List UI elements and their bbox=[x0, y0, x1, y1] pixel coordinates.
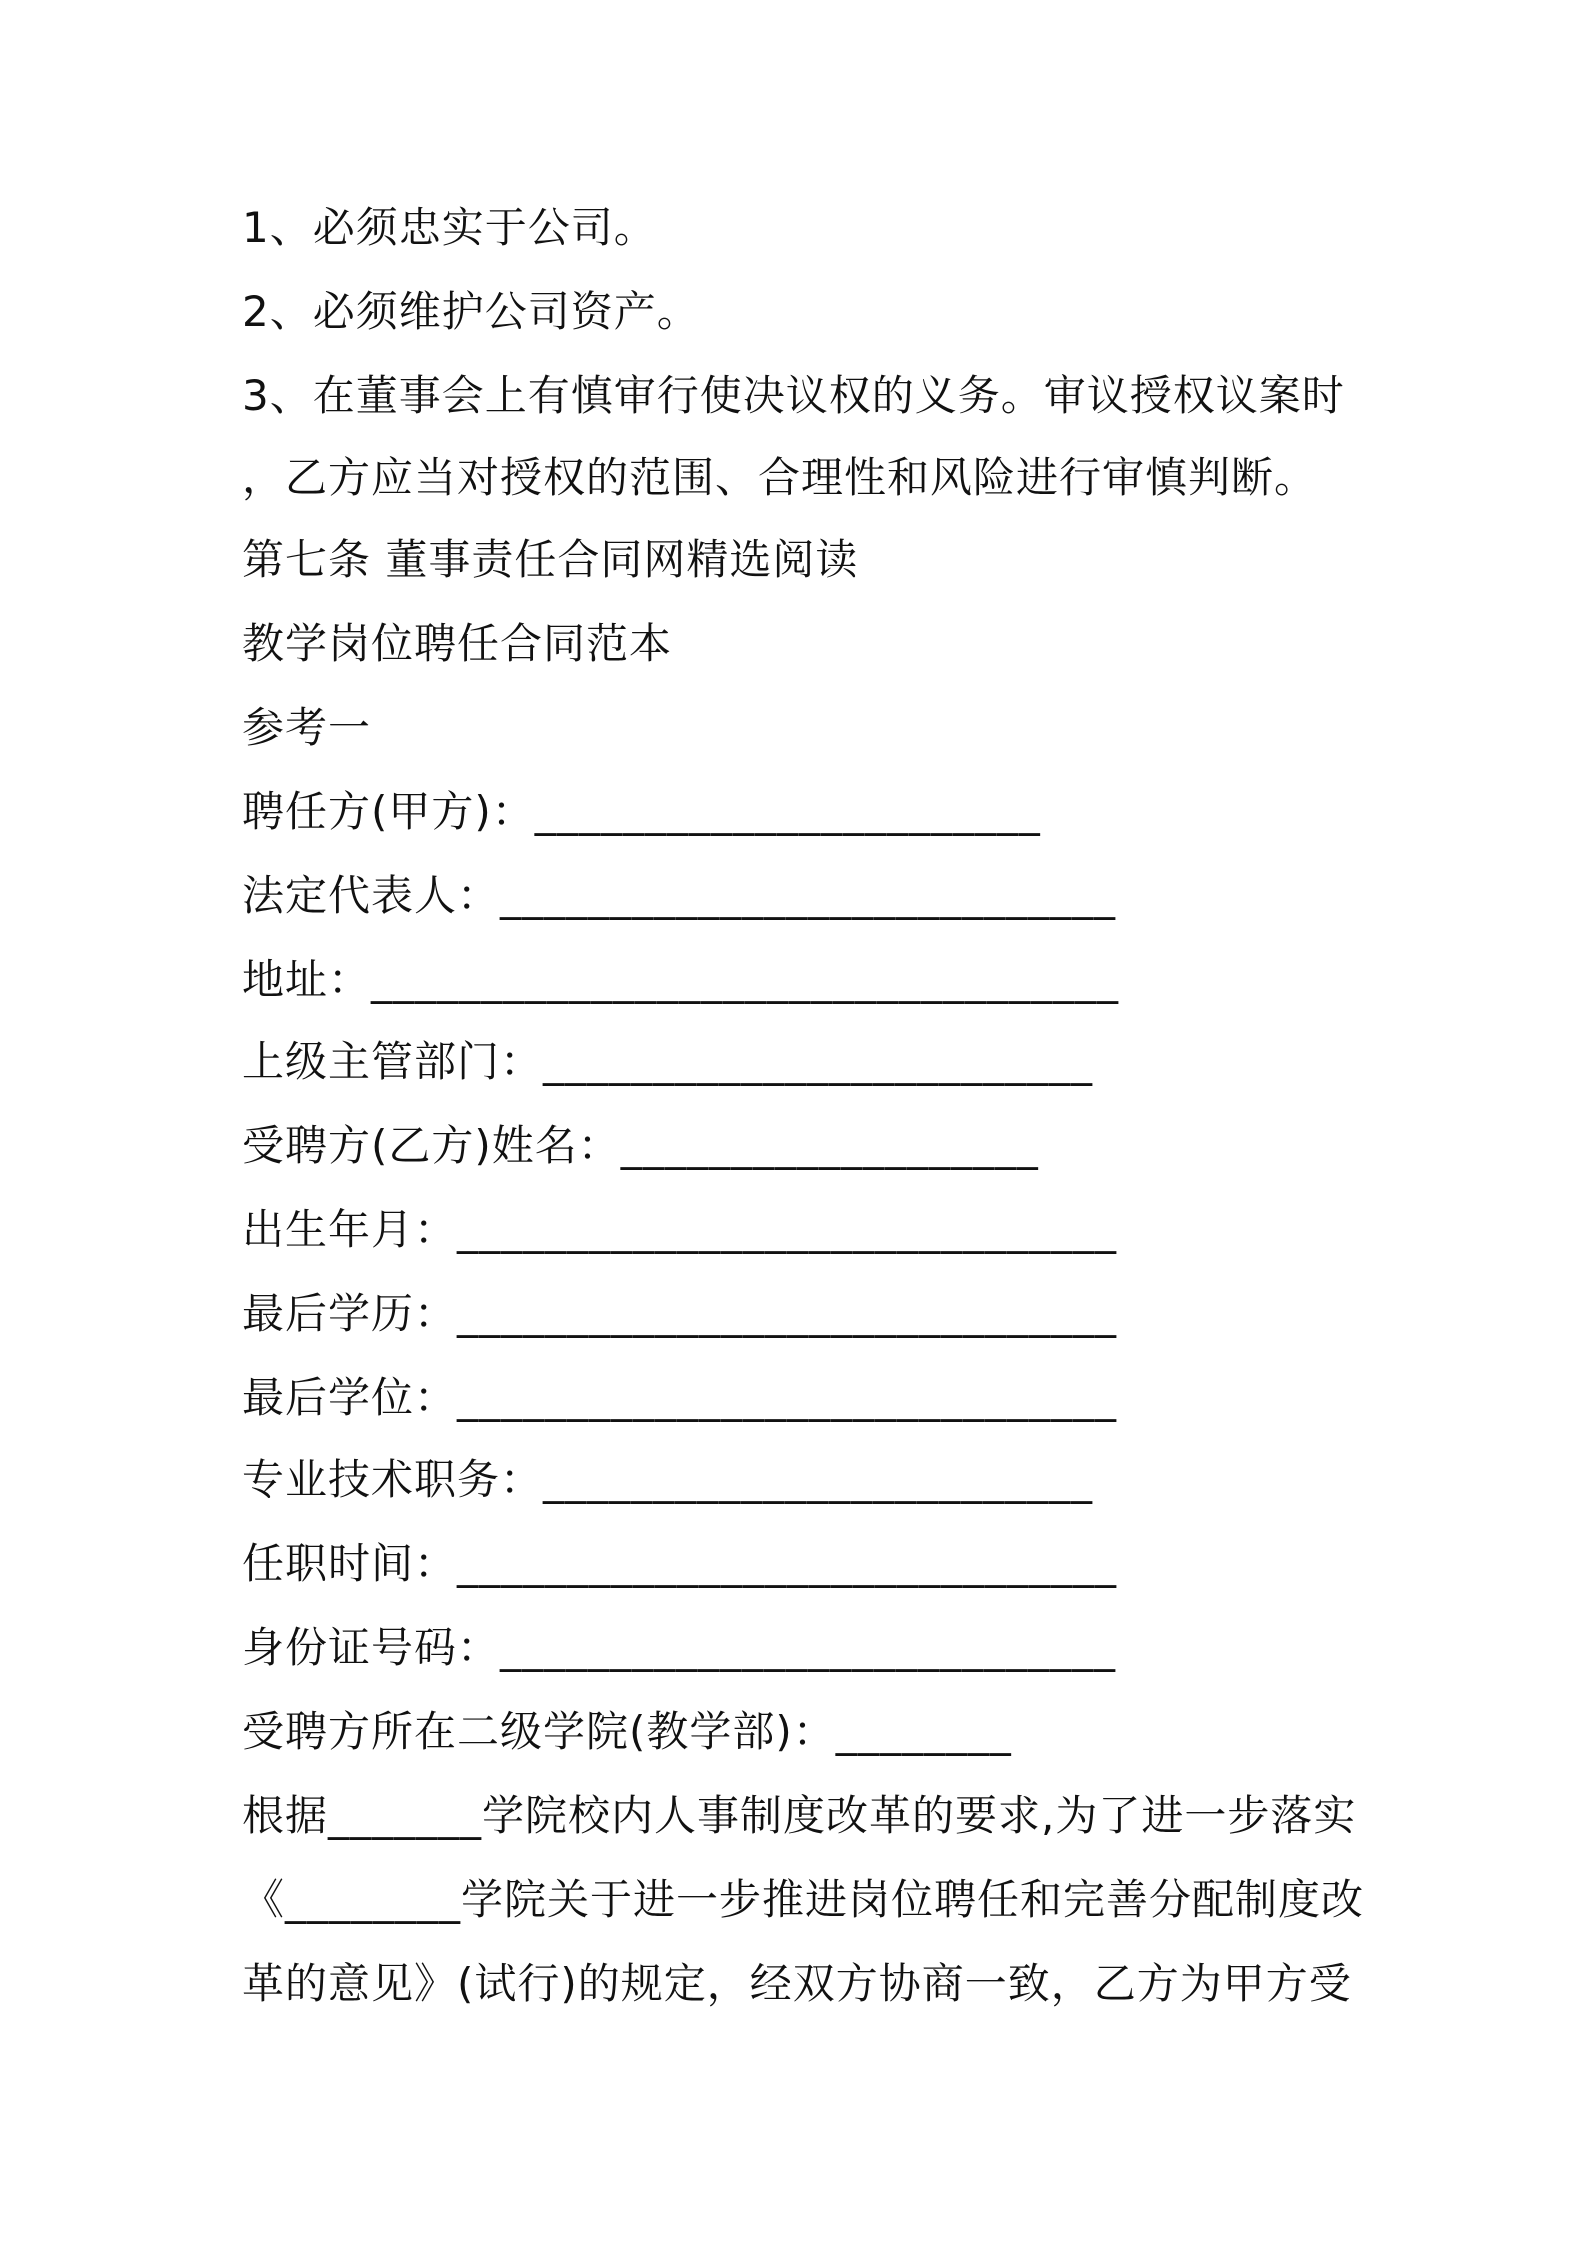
field-address: 地址：__________________________________ bbox=[242, 955, 1120, 1004]
field-legal-representative: 法定代表人：____________________________ bbox=[242, 871, 1117, 920]
duty-item-3-continued: ，乙方应当对授权的范围、合理性和风险进行审慎判断。 bbox=[242, 453, 1318, 502]
duty-item-1: 1、必须忠实于公司。 bbox=[242, 203, 657, 252]
duty-item-2: 2、必须维护公司资产。 bbox=[242, 287, 700, 336]
field-highest-degree: 最后学位：______________________________ bbox=[242, 1373, 1118, 1422]
field-supervising-department: 上级主管部门：_________________________ bbox=[242, 1037, 1094, 1086]
body-paragraph-line-3: 革的意见》(试行)的规定，经双方协商一致，乙方为甲方受 bbox=[242, 1959, 1352, 2008]
body-paragraph-line-1: 根据_______学院校内人事制度改革的要求,为了进一步落实 bbox=[242, 1791, 1357, 1840]
field-appointment-time: 任职时间：______________________________ bbox=[242, 1539, 1118, 1588]
article-heading: 第七条 董事责任合同网精选阅读 bbox=[242, 535, 859, 584]
field-employer: 聘任方(甲方)：_______________________ bbox=[242, 787, 1041, 836]
field-birth-date: 出生年月：______________________________ bbox=[242, 1205, 1118, 1254]
field-college: 受聘方所在二级学院(教学部)：________ bbox=[242, 1707, 1012, 1756]
field-id-number: 身份证号码：____________________________ bbox=[242, 1623, 1117, 1672]
reference-label: 参考一 bbox=[242, 703, 372, 752]
body-paragraph-line-2: 《________学院关于进一步推进岗位聘任和完善分配制度改 bbox=[242, 1875, 1365, 1924]
field-employee-name: 受聘方(乙方)姓名：___________________ bbox=[242, 1121, 1039, 1170]
field-professional-title: 专业技术职务：_________________________ bbox=[242, 1455, 1094, 1504]
field-highest-education: 最后学历：______________________________ bbox=[242, 1289, 1118, 1338]
contract-title: 教学岗位聘任合同范本 bbox=[242, 619, 673, 668]
duty-item-3: 3、在董事会上有慎审行使决议权的义务。审议授权议案时 bbox=[242, 371, 1345, 420]
